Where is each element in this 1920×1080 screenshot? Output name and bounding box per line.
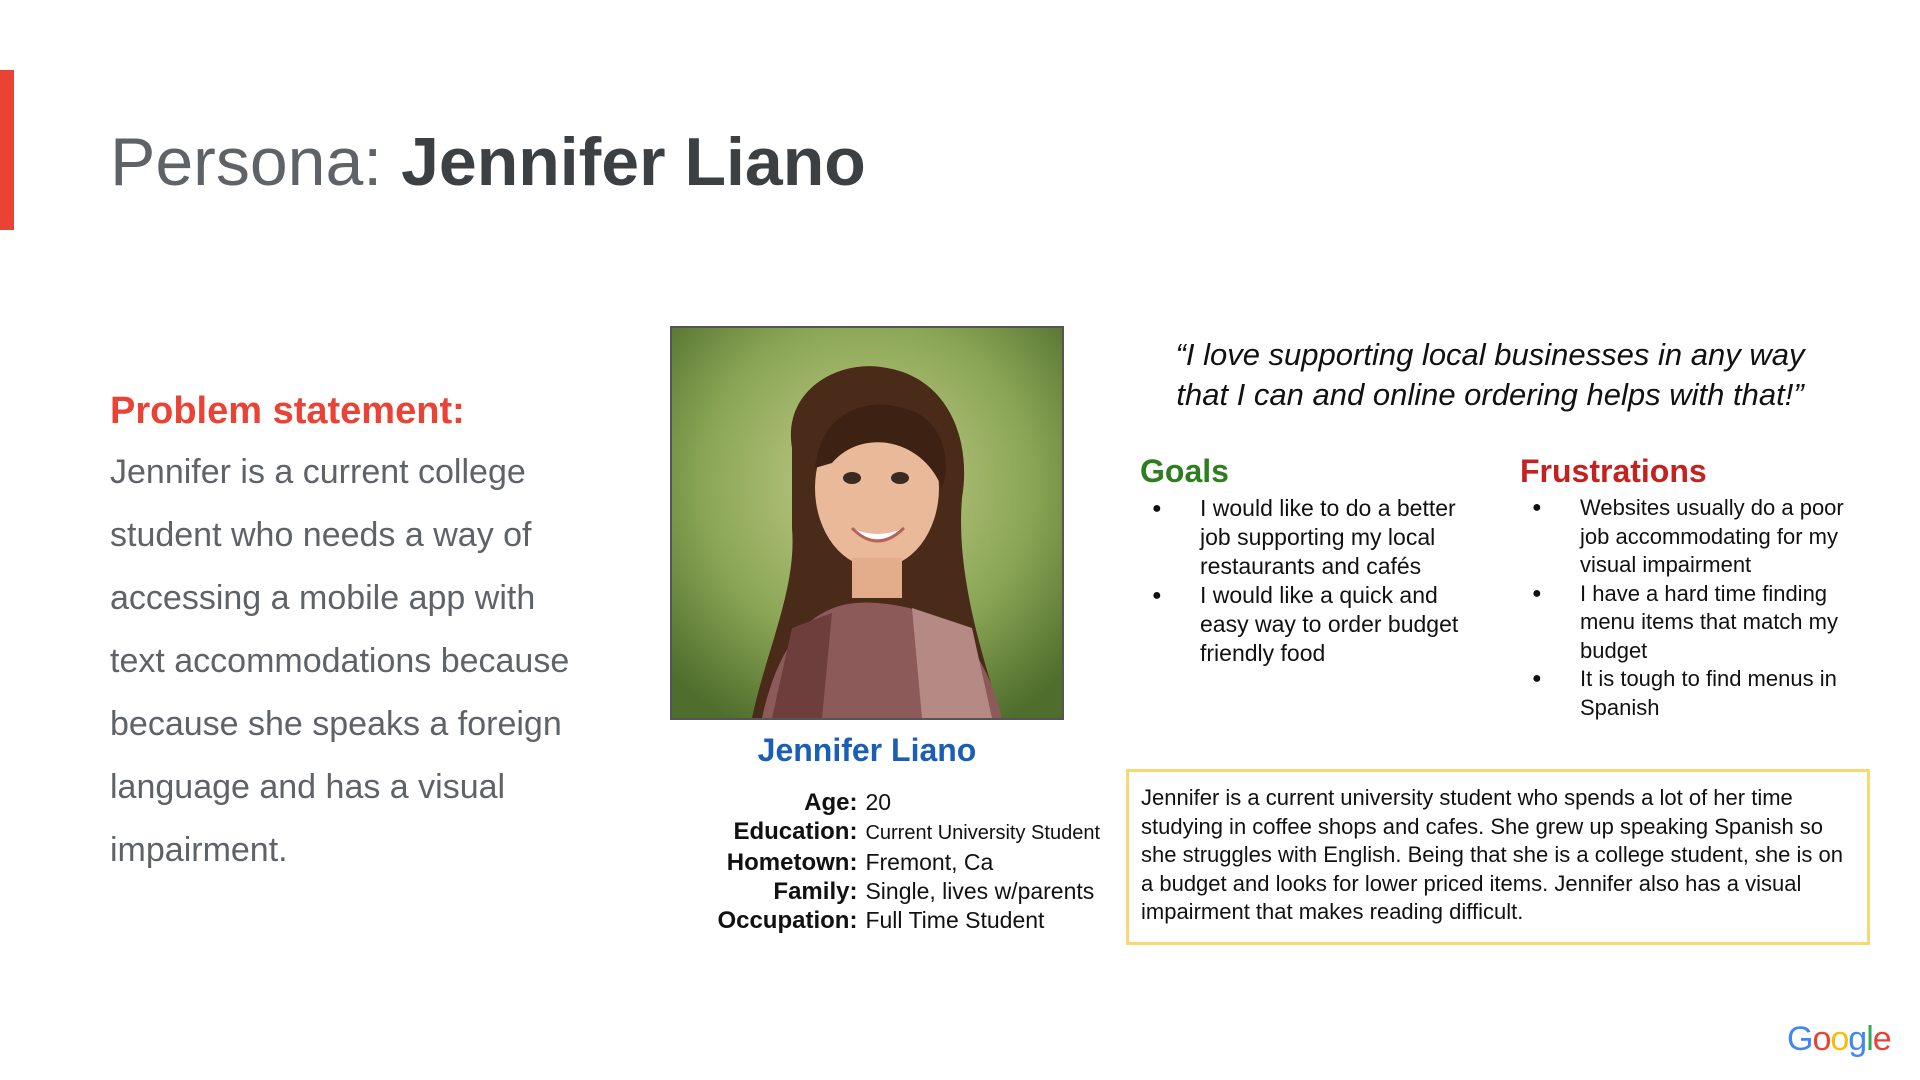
goals-section [1140,452,1480,668]
detail-value: Single, lives w/parents [865,878,1095,904]
frustrations-list [1520,494,1870,722]
goal-item: ● I would like to do a better job supporting my local restaurants and cafés [1200,494,1480,581]
frustration-item: ● I have a hard time finding menu items that match my budget [1580,580,1870,666]
logo-letter: G [1787,1020,1813,1058]
logo-letter: o [1812,1020,1831,1058]
problem-statement-section [110,385,580,882]
persona-bio-box [1126,769,1870,945]
detail-value: Fremont, Ca [865,849,994,875]
detail-value: Current University Student [865,822,1100,844]
detail-value: 20 [865,789,892,815]
detail-row-hometown [660,848,1100,877]
goals-heading: Goals [1140,453,1229,489]
detail-label: Family: [773,878,858,905]
logo-letter: l [1866,1020,1873,1058]
problem-statement-heading: Problem statement: [110,390,465,432]
frustration-item: ● It is tough to find menus in Spanish [1580,665,1870,722]
persona-name: Jennifer Liano [757,732,977,768]
detail-row-age [660,788,1100,817]
detail-label: Education: [733,818,858,845]
persona-bio-text: Jennifer is a current university student who spends a lot of her time studying in coffee shops and cafes. She grew up speaking Spanish so she struggles with English. Being that she is a college student, she is on a budget and looks for lower priced items. Jennifer also has a visual impairment that makes reading difficult. [1141,785,1843,924]
persona-photo [670,326,1064,720]
persona-details [660,788,1100,935]
logo-letter: g [1848,1020,1867,1058]
portrait-photo-icon [672,328,1062,718]
goal-item: ● I would like a quick and easy way to order budget friendly food [1200,581,1480,668]
quote-line-2: that I can and online ordering helps with that!” [1176,377,1804,412]
frustration-item: ● Websites usually do a poor job accommodating for my visual impairment [1580,494,1870,580]
goals-list [1140,494,1480,668]
persona-quote [1130,335,1850,415]
frustrations-section [1520,452,1870,722]
detail-row-education [660,817,1100,848]
title-name: Jennifer Liano [401,124,866,200]
logo-letter: o [1830,1020,1849,1058]
detail-row-occupation [660,906,1100,935]
page-title [110,125,866,200]
detail-label: Occupation: [717,907,858,934]
quote-line-1: “I love supporting local businesses in any way [1175,337,1805,372]
accent-bar [0,70,14,230]
problem-statement-text: Jennifer is a current college student who needs a way of accessing a mobile app with text accommodations because because she speaks a foreign language and has a visual impairment. [110,453,570,869]
google-logo [1787,1020,1891,1059]
detail-value: Full Time Student [865,907,1045,933]
title-prefix: Persona: [110,124,402,200]
detail-label: Age: [804,789,858,816]
detail-label: Hometown: [726,849,858,876]
frustrations-heading: Frustrations [1520,453,1707,489]
detail-row-family [660,877,1100,906]
logo-letter: e [1872,1020,1891,1058]
